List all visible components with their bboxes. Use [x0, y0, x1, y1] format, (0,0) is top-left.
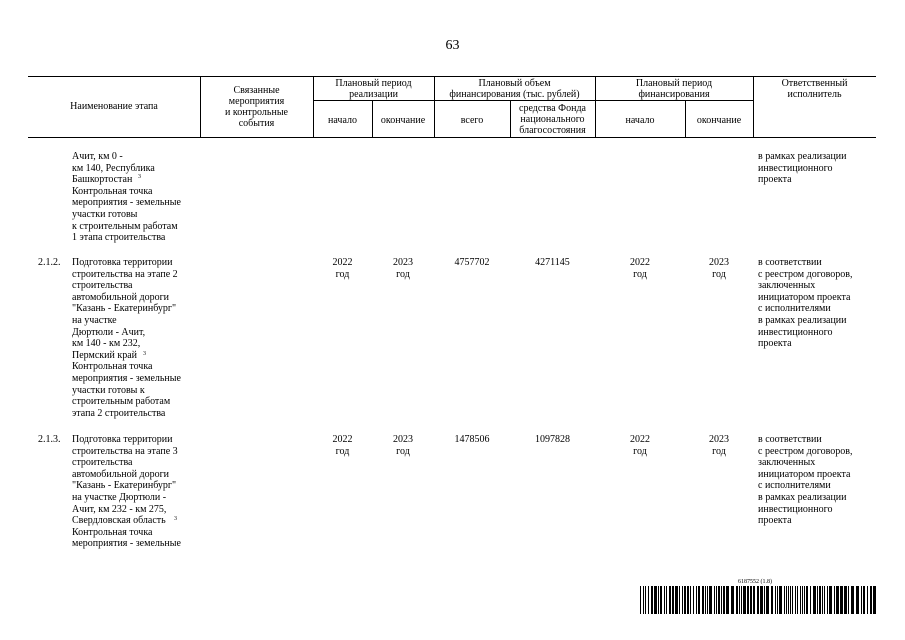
table-header-bottom-border	[28, 137, 876, 138]
row-2-end: 2023 год	[393, 434, 413, 457]
row-2-fund: 1097828	[535, 434, 570, 445]
row-1-end: 2023 год	[393, 257, 413, 280]
row-1-name: Подготовка территории строительства на этапе 2 строительства автомобильной дороги "Казань - Екатеринбург" на участке Дюртюли - Ачит, км 140 - км 232, Пермский край Контрольная точка мероприятия - земельные участки готовы к строительным работам этапа 2 строительства	[72, 257, 181, 419]
row-2-fin-end: 2023 год	[709, 434, 729, 457]
footnote-mark: 3	[174, 516, 177, 522]
header-end: окончание	[380, 115, 426, 126]
header-responsible: Ответственный исполнитель	[781, 78, 848, 100]
row-1-start: 2022 год	[332, 257, 353, 280]
row-0-responsible: в рамках реализации инвестиционного проекта	[758, 151, 847, 186]
row-2-number: 2.1.3.	[38, 434, 61, 445]
header-end-2: окончание	[696, 115, 742, 126]
row-1-number: 2.1.2.	[38, 257, 61, 268]
header-fund: средства Фонда национального благосостояния	[519, 103, 586, 136]
row-1-responsible: в соответствии с реестром договоров, заключенных инициатором проекта с исполнителями в рамках реализации инвестиционного проекта	[758, 257, 853, 350]
header-total: всего	[460, 115, 484, 126]
row-1-fin-end: 2023 год	[709, 257, 729, 280]
header-start-2: начало	[625, 115, 655, 126]
barcode-image	[640, 586, 876, 614]
row-1-fund: 4271145	[535, 257, 570, 268]
row-2-name: Подготовка территории строительства на этапе 3 строительства автомобильной дороги "Казань - Екатеринбург" на участке Дюртюли - Ачит, км 232 - км 275, Свердловская область Контрольная точка мероприятия - земельные	[72, 434, 181, 550]
page-number: 63	[445, 38, 460, 53]
header-plan-period: Плановый период реализации	[335, 78, 412, 100]
footnote-mark: 3	[138, 174, 141, 180]
barcode-label: 6187552 (1.8)	[738, 579, 772, 585]
header-related: Связанные мероприятия и контрольные события	[225, 85, 288, 129]
header-plan-volume: Плановый объем финансирования (тыс. рублей)	[449, 78, 580, 100]
row-2-fin-start: 2022 год	[630, 434, 650, 457]
row-1-total: 4757702	[454, 257, 490, 268]
header-sub-divider	[313, 100, 753, 101]
footnote-mark: 3	[143, 351, 146, 357]
row-2-start: 2022 год	[332, 434, 353, 457]
row-2-responsible: в соответствии с реестром договоров, заключенных инициатором проекта с исполнителями в рамках реализации инвестиционного проекта	[758, 434, 853, 527]
header-name: Наименование этапа	[70, 101, 158, 112]
row-0-name: Ачит, км 0 - км 140, Республика Башкортостан Контрольная точка мероприятия - земельные участки готовы к строительным работам 1 этапа строительства	[72, 151, 181, 244]
header-start: начало	[328, 115, 357, 126]
table-top-border	[28, 76, 876, 77]
row-1-fin-start: 2022 год	[630, 257, 650, 280]
header-fin-period: Плановый период финансирования	[635, 78, 713, 100]
row-2-total: 1478506	[454, 434, 490, 445]
